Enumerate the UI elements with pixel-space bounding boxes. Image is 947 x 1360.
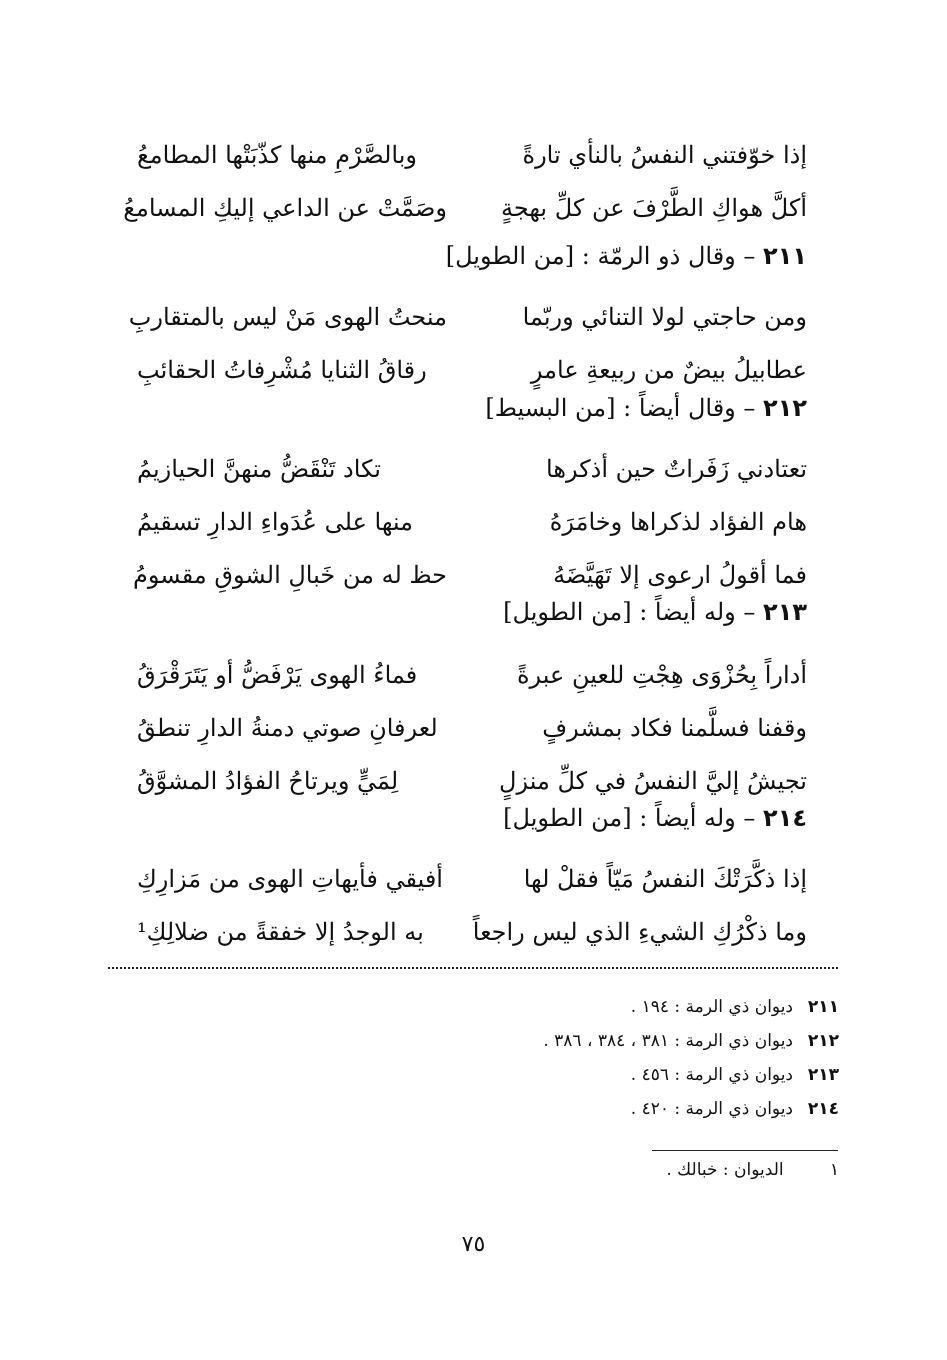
poem-number: ٢١٣ xyxy=(763,598,807,626)
second-hemistich: أفيقي فأيهاتِ الهوى من مَزارِكِ xyxy=(137,864,443,893)
verse-block xyxy=(137,852,807,958)
notes-separator-dotted xyxy=(108,967,838,969)
verse-line xyxy=(128,290,807,343)
second-hemistich: تكاد تَنْقَضُّ منهنَّ الحيازيمُ xyxy=(137,454,381,483)
first-hemistich: أداراً بِحُزْوَى هِجْتِ للعينِ عبرةً xyxy=(516,660,807,689)
first-hemistich: هام الفؤاد لذكراها وخامَرَهُ xyxy=(549,507,807,536)
poem-heading-text: – وله أيضاً : [من الطويل] xyxy=(503,598,756,626)
poem-heading xyxy=(503,804,807,832)
first-hemistich: ومن حاجتي لولا التنائي وربّما xyxy=(522,302,807,331)
verse-line xyxy=(137,442,807,495)
second-hemistich: لِمَيٍّ ويرتاحُ الفؤادُ المشوَّقُ xyxy=(137,766,399,795)
second-hemistich: وصَمَّتْ عن الداعي إليكِ المسامعُ xyxy=(123,193,447,222)
second-hemistich: حظ له من خَبالِ الشوقِ مقسومُ xyxy=(133,560,447,589)
first-hemistich: عطابيلُ بيضٌ من ربيعةِ عامرٍ xyxy=(530,355,807,384)
footnote-text: الديوان : خبالك . xyxy=(666,1160,784,1180)
source-note xyxy=(239,1024,839,1058)
second-hemistich: لعرفانِ صوتي دمنةُ الدارِ تنطقُ xyxy=(137,713,438,742)
verse-line xyxy=(137,495,807,548)
note-text: ديوان ذي الرمة : ٤٢٠ . xyxy=(630,1099,793,1119)
footnote-number: ١ xyxy=(829,1160,839,1180)
poem-heading xyxy=(485,394,807,422)
first-hemistich: وما ذكْرُكِ الشيءِ الذي ليس راجعاً xyxy=(472,917,807,946)
footnote xyxy=(666,1160,839,1180)
note-number: ٢١٢ xyxy=(807,1031,839,1051)
note-number: ٢١٣ xyxy=(807,1065,839,1085)
first-hemistich: إذا ذكَّرَتْكَ النفسُ مَيّاً فقلْ لها xyxy=(523,864,807,893)
second-hemistich: رقاقُ الثنايا مُشْرِفاتُ الحقائبِ xyxy=(137,355,427,384)
verse-line xyxy=(137,343,807,396)
first-hemistich: إذا خوّفتني النفسُ بالنأي تارةً xyxy=(522,140,807,169)
poem-heading xyxy=(446,242,807,270)
second-hemistich: منها على عُدَواءِ الدارِ تسقيمُ xyxy=(137,507,413,536)
verse-line xyxy=(137,905,807,958)
note-text: ديوان ذي الرمة : ٤٥٦ . xyxy=(630,1065,793,1085)
second-hemistich: وبالصَّرْمِ منها كذّبَتْها المطامعُ xyxy=(137,140,417,169)
first-hemistich: فما أقولُ ارعوى إلا تَهَيَّضَهُ xyxy=(553,560,807,589)
verse-line xyxy=(137,701,807,754)
verse-line xyxy=(137,128,807,181)
first-hemistich: وقفنا فسلَّمنا فكاد بمشرفٍ xyxy=(542,713,807,742)
verse-line xyxy=(133,548,807,601)
verse-line xyxy=(137,754,807,807)
verse-line xyxy=(137,648,807,701)
verse-block xyxy=(137,648,807,807)
note-text: ديوان ذي الرمة : ١٩٤ . xyxy=(630,997,793,1017)
page-number: ٧٥ xyxy=(461,1232,486,1257)
source-notes xyxy=(239,990,839,1126)
second-hemistich: فماءُ الهوى يَرْفَضُّ أو يَتَرَقْرَقُ xyxy=(137,660,418,689)
verse-block xyxy=(123,128,807,234)
footnote-separator xyxy=(652,1150,838,1151)
note-number: ٢١١ xyxy=(807,997,839,1017)
first-hemistich: أكلَّ هواكِ الطَّرْفَ عن كلِّ بهجةٍ xyxy=(501,193,807,222)
poem-heading-text: – وله أيضاً : [من الطويل] xyxy=(503,804,756,832)
poem-number: ٢١٤ xyxy=(763,804,807,832)
first-hemistich: تعتادني زَفَراتٌ حين أذكرها xyxy=(546,454,807,483)
verse-line xyxy=(123,181,807,234)
poem-number: ٢١١ xyxy=(763,242,807,270)
second-hemistich: منحتُ الهوى مَنْ ليس بالمتقاربِ xyxy=(128,302,447,331)
note-text: ديوان ذي الرمة : ٣٨١ ، ٣٨٤ ، ٣٨٦ . xyxy=(543,1031,793,1051)
note-number: ٢١٤ xyxy=(807,1099,839,1119)
source-note xyxy=(239,1092,839,1126)
first-hemistich: تجيشُ إليَّ النفسُ في كلِّ منزلٍ xyxy=(499,766,807,795)
poem-heading xyxy=(503,598,807,626)
poem-heading-text: – وقال ذو الرمّة : [من الطويل] xyxy=(445,242,756,270)
verse-block xyxy=(128,290,807,396)
second-hemistich: به الوجدُ إلا خفقةً من ضلالِكِ¹ xyxy=(137,917,424,946)
poem-number: ٢١٢ xyxy=(763,394,807,422)
poem-heading-text: – وقال أيضاً : [من البسيط] xyxy=(485,394,756,422)
source-note xyxy=(239,1058,839,1092)
source-note xyxy=(239,990,839,1024)
verse-block xyxy=(133,442,807,601)
verse-line xyxy=(137,852,807,905)
